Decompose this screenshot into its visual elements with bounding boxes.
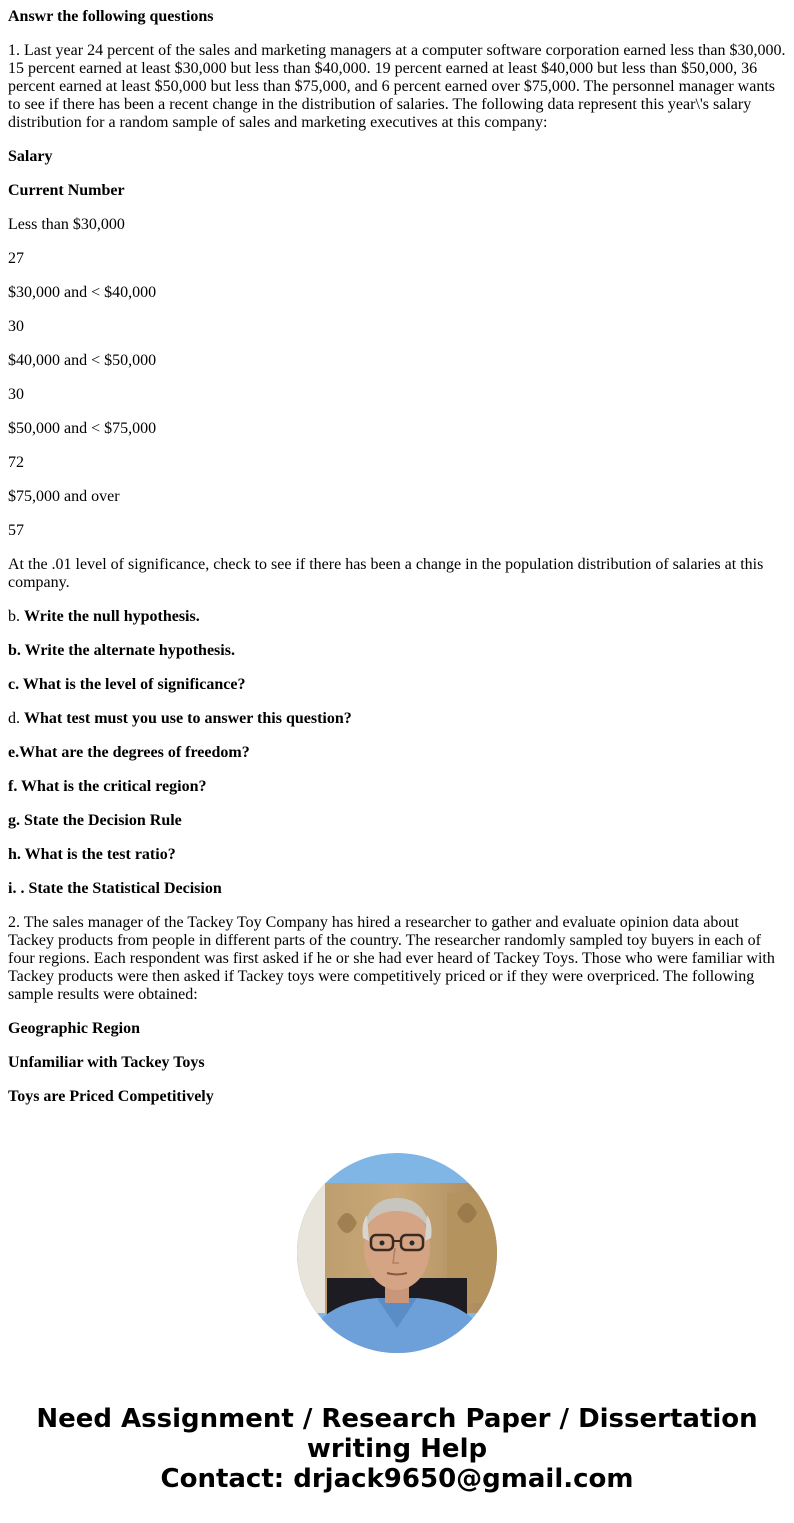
q1-intro-line: distribution for a random sample of sales and marketing executives at this company:	[8, 114, 548, 131]
question-prefix: d.	[8, 710, 24, 727]
q2-intro-line: Tackey products from people in different parts of the country. The researcher randomly sampled toy buyers in each of	[8, 932, 761, 949]
current-number-cell: 27	[8, 250, 24, 267]
question-item: f. What is the critical region?	[8, 778, 207, 795]
question-item	[8, 710, 352, 728]
banner-contact-line: Contact: drjack9650@gmail.com	[160, 1464, 634, 1494]
question-prefix: b.	[8, 608, 24, 625]
current-number-column-header: Current Number	[8, 182, 125, 199]
q1-intro-line: percent earned at least $50,000 but less than $75,000, and 6 percent earned over $75,000. The personnel manager wants	[8, 78, 776, 95]
q1-instruction-line: company.	[8, 574, 70, 591]
q2-intro-line: sample results were obtained:	[8, 986, 198, 1003]
q2-intro-line: four regions. Each respondent was first asked if he or she had ever heard of Tackey Toys. Those who were familiar with	[8, 950, 775, 967]
question-item: b. Write the alternate hypothesis.	[8, 642, 235, 659]
question-item: i. . State the Statistical Decision	[8, 880, 222, 897]
question-item: c. What is the level of significance?	[8, 676, 246, 693]
author-photo	[297, 1153, 497, 1353]
q1-instruction-line: At the .01 level of significance, check to see if there has been a change in the population distribution of salaries at this	[8, 556, 764, 573]
banner-line-1: Need Assignment / Research Paper / Dissertation	[36, 1404, 758, 1434]
q1-intro-line: 15 percent earned at least $30,000 but less than $40,000. 19 percent earned at least $40,000 but less than $50,000, 36	[8, 60, 758, 77]
banner-line-2: writing Help	[306, 1434, 488, 1464]
q1-intro-line: to see if there has been a recent change in the distribution of salaries. The following data represent this year\'s salary	[8, 96, 752, 113]
question-item: h. What is the test ratio?	[8, 846, 176, 863]
current-number-cell: 30	[8, 386, 24, 403]
salary-column-header: Salary	[8, 148, 53, 165]
question-item: g. State the Decision Rule	[8, 812, 182, 829]
salary-range-cell: $40,000 and < $50,000	[8, 352, 157, 369]
salary-range-cell: Less than $30,000	[8, 216, 125, 233]
salary-range-cell: $30,000 and < $40,000	[8, 284, 157, 301]
question-item: e.What are the degrees of freedom?	[8, 744, 250, 761]
q1-intro-line: 1. Last year 24 percent of the sales and marketing managers at a computer software corporation earned less than $30,000.	[8, 42, 786, 59]
current-number-cell: 57	[8, 522, 24, 539]
salary-range-cell: $50,000 and < $75,000	[8, 420, 157, 437]
page-heading: Answr the following questions	[8, 8, 214, 25]
q2-column-header: Geographic Region	[8, 1020, 140, 1037]
question-item	[8, 608, 200, 626]
q2-intro-line: 2. The sales manager of the Tackey Toy Company has hired a researcher to gather and evaluate opinion data about	[8, 914, 739, 931]
current-number-cell: 30	[8, 318, 24, 335]
question-text: Write the null hypothesis.	[24, 608, 200, 625]
question-text: What test must you use to answer this question?	[24, 710, 352, 727]
salary-range-cell: $75,000 and over	[8, 488, 120, 505]
current-number-cell: 72	[8, 454, 24, 471]
contact-banner	[0, 1404, 794, 1494]
q2-intro-line: Tackey products were then asked if Tackey toys were competitively priced or if they were overpriced. The following	[8, 968, 755, 985]
q2-column-header: Unfamiliar with Tackey Toys	[8, 1054, 205, 1071]
author-photo-illustration	[297, 1153, 497, 1353]
q2-column-header: Toys are Priced Competitively	[8, 1088, 214, 1105]
